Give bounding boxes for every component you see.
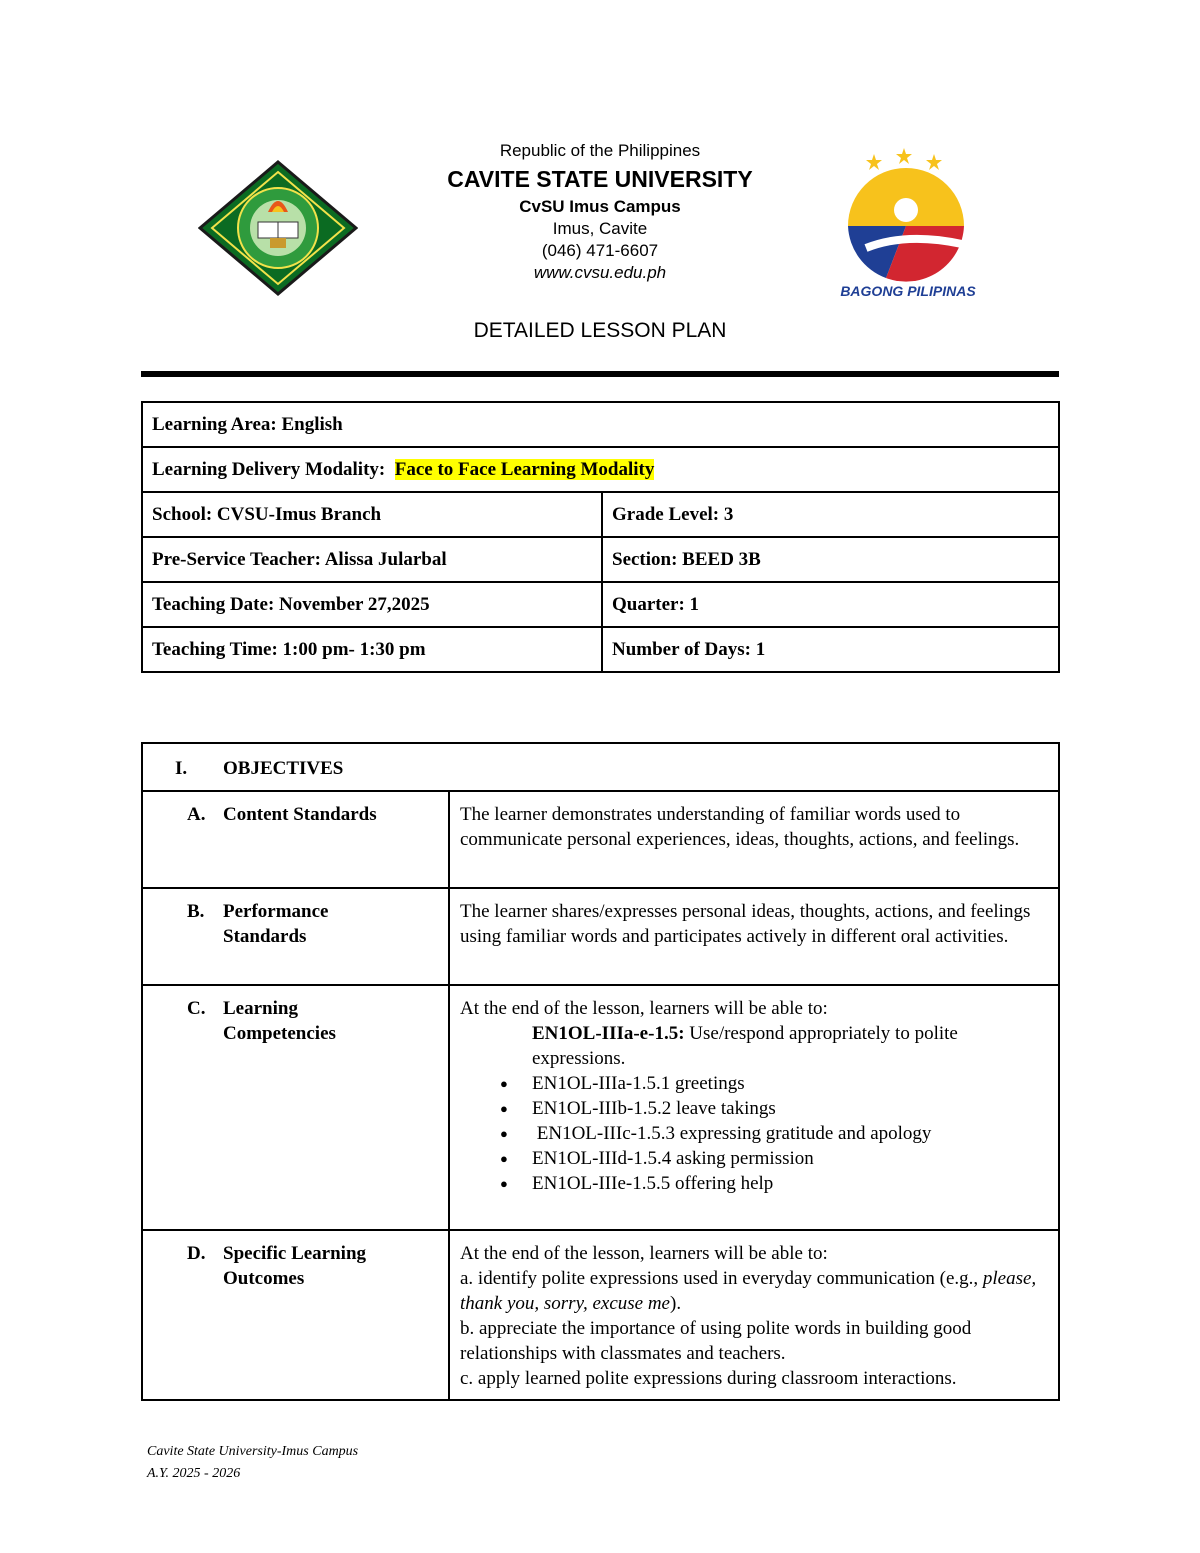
competencies-label: C. Learning Competencies [142,985,449,1230]
school-cell: School: CVSU-Imus Branch [142,492,602,537]
polite-examples: please, thank you, sorry, excuse me [460,1268,1037,1314]
lesson-info-table [141,401,1060,673]
bagong-pilipinas-text: BAGONG PILIPINAS [840,283,976,299]
objectives-heading-text: OBJECTIVES [223,758,344,779]
phone-text: (046) 471-6607 [541,241,659,260]
competency-list [460,1071,1048,1196]
teaching-date-cell: Teaching Date: November 27,2025 [142,582,602,627]
divider-rule [141,371,1059,377]
location-text: Imus, Cavite [552,219,648,238]
learning-area-cell: Learning Area: English [142,402,1059,447]
university-name: CAVITE STATE UNIVERSITY [447,166,753,192]
quarter-cell: Quarter: 1 [602,582,1059,627]
days-cell: Number of Days: 1 [602,627,1059,672]
performance-standards-label: B. Performance Standards [142,888,449,985]
republic-text: Republic of the Philippines [499,141,701,160]
section-cell: Section: BEED 3B [602,537,1059,582]
competency-code: EN1OL-IIIa-e-1.5: [532,1023,685,1044]
outcome-a: a. identify polite expressions used in everyday communication (e.g., please, thank you, sorry, excuse me). [460,1268,1037,1314]
outcomes-intro: At the end of the lesson, learners will be able to: [460,1243,828,1264]
list-item: ● EN1OL-IIIc-1.5.3 expressing gratitude and apology [500,1121,1048,1146]
modality-label: Learning Delivery Modality: [152,458,386,480]
grade-level-cell: Grade Level: 3 [602,492,1059,537]
footer-year: A.Y. 2025 - 2026 [147,1466,241,1481]
competency-code-text: Use/respond appropriately to polite expressions. [532,1023,958,1069]
modality-value: Face to Face Learning Modality [394,458,655,480]
footer-campus: Cavite State University-Imus Campus [147,1444,359,1459]
objectives-table [141,742,1060,1401]
page-footer [147,1441,358,1485]
website-link[interactable]: www.cvsu.edu.ph [533,263,667,282]
list-item: ● EN1OL-IIIb-1.5.2 leave takings [500,1096,1048,1121]
outcomes-label: D. Specific Learning Outcomes [142,1230,449,1400]
list-item: ● EN1OL-IIIa-1.5.1 greetings [500,1071,1048,1096]
letterhead [0,140,1200,284]
teacher-cell: Pre-Service Teacher: Alissa Jularbal [142,537,602,582]
content-standards-label: A. Content Standards [142,791,449,888]
content-standards-text: The learner demonstrates understanding of familiar words used to communicate personal experiences, ideas, thoughts, actions, and feelings. [449,791,1059,888]
competency-main [460,1021,1048,1071]
outcome-b: b. appreciate the importance of using polite words in building good relationships with classmates and teachers. [460,1318,972,1364]
competencies-intro: At the end of the lesson, learners will be able to: [460,998,828,1019]
list-item: ● EN1OL-IIId-1.5.4 asking permission [500,1146,1048,1171]
objectives-heading [142,743,1059,791]
page-title: DETAILED LESSON PLAN [473,319,727,342]
competencies-content [449,985,1059,1230]
modality-cell [142,447,1059,492]
teaching-time-cell: Teaching Time: 1:00 pm- 1:30 pm [142,627,602,672]
objectives-roman: I. [175,758,188,779]
outcomes-content [449,1230,1059,1400]
performance-standards-text: The learner shares/expresses personal ideas, thoughts, actions, and feelings using familiar words and participates actively in different oral activities. [449,888,1059,985]
campus-name: CvSU Imus Campus [519,197,681,216]
outcome-c: c. apply learned polite expressions during classroom interactions. [460,1368,957,1389]
list-item: ● EN1OL-IIIe-1.5.5 offering help [500,1171,1048,1196]
